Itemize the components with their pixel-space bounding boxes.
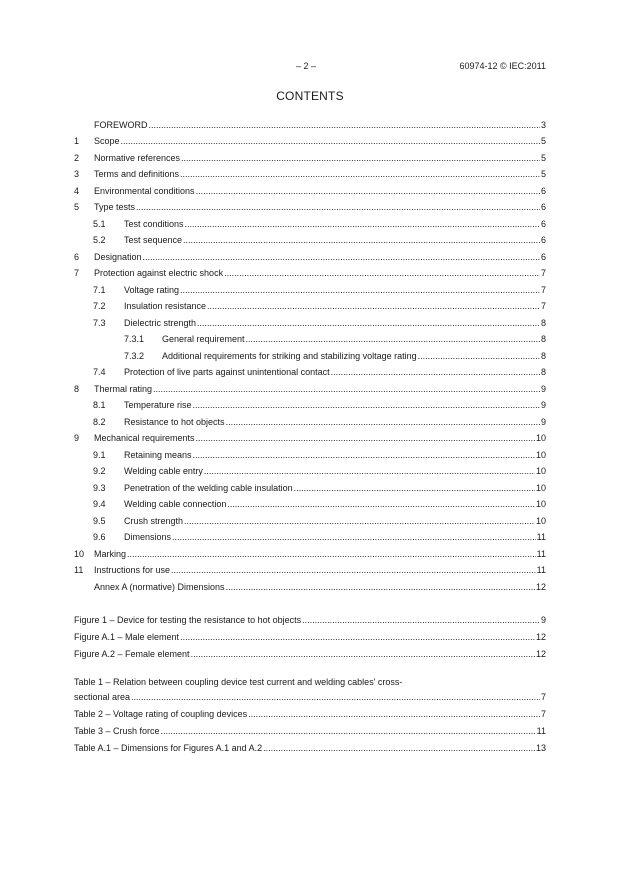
table-entry-title: Table A.1 – Dimensions for Figures A.1 and A.2 (74, 742, 263, 753)
toc-entry-page: 11 (536, 548, 546, 559)
table-entry-page: 7 (540, 708, 546, 719)
toc-entry[interactable] (74, 196, 546, 213)
dot-leader (171, 565, 536, 575)
table-entry-page: 13 (535, 742, 546, 753)
toc-entry[interactable] (74, 146, 546, 163)
toc-entry-title: Penetration of the welding cable insulation (124, 482, 293, 493)
toc-entry-page: 10 (535, 515, 546, 526)
table-entry-page: 11 (536, 725, 546, 736)
toc-entry-page: 10 (535, 449, 546, 460)
page-number: – 2 – (296, 61, 317, 71)
dot-leader (193, 400, 540, 410)
toc-entry-page: 11 (536, 565, 546, 575)
dot-leader (180, 285, 540, 295)
toc-entry-number: 9.6 (93, 532, 106, 542)
toc-entry-page: 5 (540, 136, 546, 146)
dot-leader (161, 726, 536, 736)
toc-entry[interactable] (74, 311, 546, 328)
page-title: CONTENTS (276, 89, 344, 103)
toc-entry-number: 1 (74, 136, 80, 146)
toc-entry[interactable] (74, 493, 546, 510)
toc-entry-page: 12 (535, 581, 546, 592)
toc-entry[interactable] (74, 443, 546, 460)
dot-leader (193, 450, 535, 460)
toc-entry-title: Insulation resistance (124, 301, 207, 311)
toc-entry[interactable] (74, 542, 546, 559)
table-entry[interactable] (74, 719, 546, 736)
toc-entry[interactable] (74, 245, 546, 262)
toc-entry-title: Scope (94, 136, 120, 146)
dot-leader (121, 136, 540, 146)
toc-entry-number: 8.2 (93, 416, 106, 427)
toc-entry-page: 10 (535, 466, 546, 476)
dot-leader (136, 202, 540, 212)
toc-entry[interactable] (74, 344, 546, 361)
dot-leader (331, 367, 540, 377)
toc-entry-title: Environmental conditions (94, 185, 195, 196)
toc-entry-title: Annex A (normative) Dimensions (94, 581, 225, 592)
dot-leader (127, 549, 536, 559)
toc-entry-page: 11 (536, 532, 546, 542)
toc-entry-page: 10 (535, 482, 546, 493)
toc-entry-number: 5.1 (93, 218, 106, 229)
toc-entry[interactable] (74, 427, 546, 444)
table-entry-title: Table 2 – Voltage rating of coupling devices (74, 708, 248, 719)
toc-entry-title: Terms and definitions (94, 169, 180, 179)
toc-entry-title: Test sequence (124, 235, 183, 245)
toc-entry[interactable] (74, 229, 546, 246)
toc-entry-number: 7 (74, 268, 80, 278)
dot-leader (224, 268, 540, 278)
toc-entry-title: Voltage rating (124, 284, 180, 295)
dot-leader (172, 532, 536, 542)
toc-entry-title: Additional requirements for striking and stabilizing voltage rating (162, 350, 417, 361)
toc-entry-page: 7 (540, 301, 546, 311)
toc-entry-page: 8 (540, 367, 546, 377)
toc-entry-number: 7.3.2 (124, 350, 145, 361)
toc-entry-page: 7 (540, 268, 546, 278)
figure-entry[interactable] (74, 642, 546, 659)
spacer (74, 592, 546, 608)
table-of-contents (74, 113, 546, 753)
toc-entry-number: 6 (74, 251, 80, 262)
toc-entry-page: 10 (535, 499, 546, 509)
dot-leader (246, 334, 540, 344)
toc-entry-page: 8 (540, 350, 546, 361)
toc-entry-title: Instructions for use (94, 565, 171, 575)
toc-entry-title: Thermal rating (94, 383, 153, 394)
dot-leader (302, 615, 540, 625)
dot-leader (197, 318, 540, 328)
toc-entry-page: 10 (535, 433, 546, 443)
toc-entry[interactable] (74, 212, 546, 229)
dot-leader (185, 219, 540, 229)
toc-entry-number: 9.5 (93, 515, 106, 526)
figure-entry-page: 12 (535, 631, 546, 642)
figure-entry-page: 9 (540, 614, 546, 625)
dot-leader (191, 649, 535, 659)
table-entry[interactable] (74, 688, 546, 702)
dot-leader (227, 499, 535, 509)
toc-entry-page: 5 (540, 152, 546, 163)
dot-leader (184, 516, 535, 526)
toc-entry-page: 8 (540, 334, 546, 344)
document-reference: 60974-12 © IEC:2011 (459, 61, 546, 71)
dot-leader (180, 632, 535, 642)
toc-entry-number: 2 (74, 152, 80, 163)
table-entry[interactable] (74, 736, 546, 753)
toc-entry-title: General requirement (162, 334, 245, 344)
toc-entry-title: Protection against electric shock (94, 268, 224, 278)
toc-entry[interactable] (74, 509, 546, 526)
toc-entry-title: Welding cable entry (124, 466, 203, 476)
toc-entry[interactable] (74, 295, 546, 312)
dot-leader (207, 301, 540, 311)
toc-entry-number: 5 (74, 202, 80, 212)
dot-leader (226, 417, 540, 427)
toc-entry-page: 6 (540, 202, 546, 212)
toc-entry-number: 9.2 (93, 466, 106, 476)
dot-leader (149, 120, 540, 130)
figure-entry-title: Figure A.1 – Male element (74, 631, 180, 642)
toc-entry-number: 7.3 (93, 317, 106, 328)
toc-entry-page: 6 (540, 218, 546, 229)
toc-entry[interactable] (74, 361, 546, 378)
figure-entry-title: Figure 1 – Device for testing the resistance to hot objects (74, 614, 302, 625)
dot-leader (204, 466, 535, 476)
dot-leader (196, 433, 535, 443)
toc-entry[interactable] (74, 179, 546, 196)
figure-entry[interactable] (74, 608, 546, 625)
toc-entry-page: 8 (540, 317, 546, 328)
dot-leader (181, 153, 540, 163)
dot-leader (294, 483, 535, 493)
figure-entry[interactable] (74, 625, 546, 642)
toc-entry-page: 6 (540, 251, 546, 262)
toc-entry-number: 9.1 (93, 449, 106, 460)
toc-entry-number: 7.2 (93, 301, 106, 311)
dot-leader (180, 169, 540, 179)
toc-entry-page: 6 (540, 185, 546, 196)
toc-entry[interactable] (74, 575, 546, 592)
toc-entry[interactable] (74, 526, 546, 543)
dot-leader (196, 186, 540, 196)
dot-leader (418, 351, 540, 361)
toc-entry-number: 9 (74, 433, 80, 443)
toc-entry-title: Retaining means (124, 449, 192, 460)
toc-entry-page: 7 (540, 284, 546, 295)
toc-entry-title: Crush strength (124, 515, 184, 526)
toc-entry-title: Dielectric strength (124, 317, 197, 328)
toc-entry[interactable] (74, 262, 546, 279)
toc-entry-title: Protection of live parts against unintentional contact (124, 367, 330, 377)
toc-entry[interactable] (74, 394, 546, 411)
toc-entry-title: Type tests (94, 202, 136, 212)
table-entry-title: sectional area (74, 691, 131, 702)
toc-entry-number: 9.3 (93, 482, 106, 493)
toc-entry-number: 11 (74, 565, 84, 575)
toc-entry[interactable] (74, 163, 546, 180)
dot-leader (226, 582, 535, 592)
toc-entry-page: 9 (540, 400, 546, 410)
toc-entry[interactable] (74, 460, 546, 477)
toc-entry-number: 7.4 (93, 367, 106, 377)
toc-entry-number: 4 (74, 185, 80, 196)
dot-leader (183, 235, 540, 245)
toc-entry-number: 5.2 (93, 235, 106, 245)
toc-entry-title: FOREWORD (94, 119, 148, 130)
toc-entry-title: Resistance to hot objects (124, 416, 225, 427)
toc-entry-number: 8 (74, 383, 80, 394)
dot-leader (143, 252, 540, 262)
table-entry-title: Table 3 – Crush force (74, 725, 160, 736)
dot-leader (263, 743, 535, 753)
toc-entry[interactable] (74, 559, 546, 576)
toc-entry-number: 3 (74, 169, 80, 179)
toc-entry-number: 9.4 (93, 499, 106, 509)
toc-entry-number: 7.3.1 (124, 334, 145, 344)
toc-entry[interactable] (74, 476, 546, 493)
toc-entry-title: Normative references (94, 152, 181, 163)
toc-entry[interactable] (74, 113, 546, 130)
toc-entry-title: Temperature rise (124, 400, 192, 410)
toc-entry-number: 8.1 (93, 400, 106, 410)
spacer (74, 659, 546, 677)
toc-entry-title: Dimensions (124, 532, 172, 542)
toc-entry-page: 9 (540, 383, 546, 394)
figure-entry-title: Figure A.2 – Female element (74, 648, 190, 659)
toc-entry[interactable] (74, 278, 546, 295)
toc-entry[interactable] (74, 410, 546, 427)
toc-entry-title: Test conditions (124, 218, 184, 229)
toc-entry-page: 6 (540, 235, 546, 245)
toc-entry[interactable] (74, 130, 546, 147)
figure-entry-page: 12 (535, 648, 546, 659)
toc-entry-page: 3 (540, 119, 546, 130)
toc-entry[interactable] (74, 377, 546, 394)
dot-leader (153, 384, 540, 394)
toc-entry-number: 7.1 (93, 284, 106, 295)
dot-leader (131, 692, 540, 702)
toc-entry-title: Welding cable connection (124, 499, 227, 509)
table-entry[interactable] (74, 702, 546, 719)
toc-entry-page: 5 (540, 169, 546, 179)
table-entry-page: 7 (540, 691, 546, 702)
toc-entry[interactable] (74, 328, 546, 345)
toc-entry-title: Marking (94, 548, 127, 559)
table-entry-title-line1: Table 1 – Relation between coupling device test current and welding cables' cross- (74, 676, 403, 687)
toc-entry-title: Mechanical requirements (94, 433, 195, 443)
dot-leader (248, 709, 540, 719)
toc-entry-number: 10 (74, 548, 85, 559)
toc-entry-page: 9 (540, 416, 546, 427)
toc-entry-title: Designation (94, 251, 142, 262)
